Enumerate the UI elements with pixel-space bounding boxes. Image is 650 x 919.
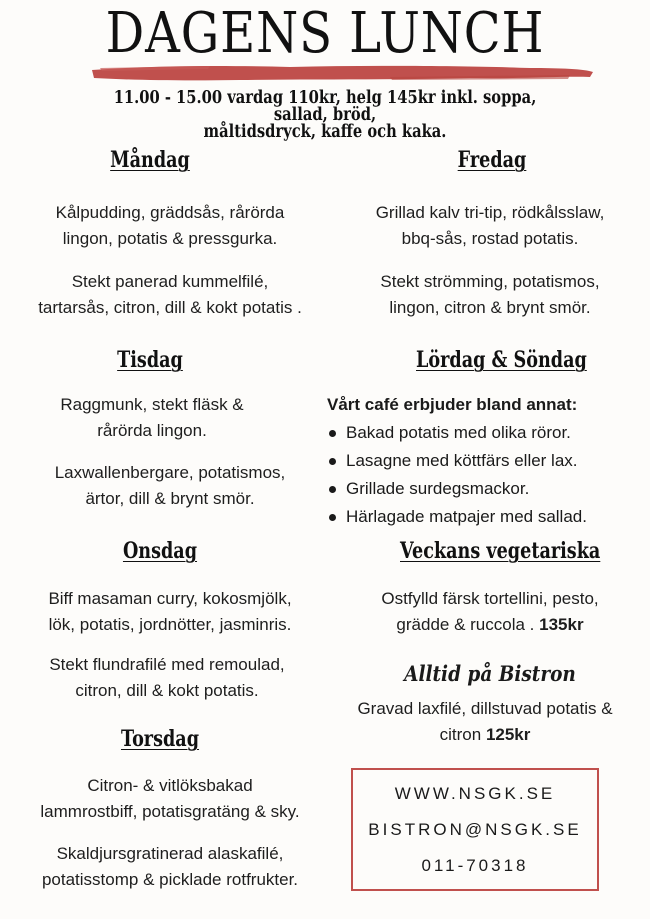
thursday-dish-1-line-1: Citron- & vitlöksbakad xyxy=(87,776,253,795)
monday-dish-1-line-2: lingon, potatis & pressgurka. xyxy=(62,229,278,248)
day-heading-thursday: Torsdag xyxy=(120,726,200,752)
vegetarian-line-1: Ostfylld färsk tortellini, pesto, xyxy=(381,589,599,608)
tuesday-dish-2-line-1: Laxwallenbergare, potatismos, xyxy=(54,463,286,482)
day-heading-tuesday: Tisdag xyxy=(117,347,183,373)
list-item: Lasagne med köttfärs eller lax. xyxy=(327,447,587,475)
wednesday-dish-1 xyxy=(0,586,340,638)
tuesday-dish-1-line-1: Raggmunk, stekt fläsk & xyxy=(60,395,244,414)
friday-dish-2-line-1: Stekt strömming, potatismos, xyxy=(380,272,600,291)
hours-line-1: 11.00 - 15.00 vardag 110kr, helg 145kr inkl. soppa, sallad, bröd, xyxy=(113,88,537,125)
thursday-dish-2 xyxy=(0,841,340,893)
thursday-dish-2-line-2: potatisstomp & picklade rotfrukter. xyxy=(41,870,299,889)
list-item: Bakad potatis med olika röror. xyxy=(327,419,587,447)
day-heading-weekend: Lördag & Söndag xyxy=(416,347,587,373)
monday-dish-2 xyxy=(0,269,340,321)
day-heading-monday: Måndag xyxy=(110,147,190,173)
bistro-heading: Alltid på Bistron xyxy=(404,661,576,686)
friday-dish-1-line-2: bbq-sås, rostad potatis. xyxy=(401,229,579,248)
monday-dish-2-line-1: Stekt panerad kummelfilé, xyxy=(71,272,269,291)
monday-dish-1-line-1: Kålpudding, gräddsås, rårörda xyxy=(55,203,285,222)
vegetarian-heading: Veckans vegetariska xyxy=(400,538,601,564)
list-item: Grillade surdegsmackor. xyxy=(327,475,587,503)
opening-hours xyxy=(98,90,552,141)
friday-dish-2-line-2: lingon, citron & brynt smör. xyxy=(389,298,591,317)
wednesday-dish-1-line-1: Biff masaman curry, kokosmjölk, xyxy=(48,589,292,608)
bistro-line-2-text: citron xyxy=(439,725,482,744)
vegetarian-line-2-text: grädde & ruccola . xyxy=(396,615,535,634)
hours-line-2: måltidsdryck, kaffe och kaka. xyxy=(203,122,447,142)
friday-dish-2 xyxy=(325,269,650,321)
list-item: Härlagade matpajer med sallad. xyxy=(327,503,587,531)
page-title: DAGENS LUNCH xyxy=(105,1,545,66)
vegetarian-line-2 xyxy=(325,612,650,638)
thursday-dish-2-line-1: Skaldjursgratinerad alaskafilé, xyxy=(56,844,284,863)
tuesday-dish-1 xyxy=(0,392,304,444)
vegetarian-dish xyxy=(325,586,650,638)
contact-phone: 011-70318 xyxy=(421,856,529,875)
friday-dish-1-line-1: Grillad kalv tri-tip, rödkålsslaw, xyxy=(375,203,605,222)
contact-box xyxy=(351,768,599,891)
contact-website-link[interactable]: WWW.NSGK.SE xyxy=(394,784,556,803)
bistro-dish xyxy=(315,696,650,748)
wednesday-dish-2-line-2: citron, dill & kokt potatis. xyxy=(75,681,259,700)
cafe-heading: Vårt café erbjuder bland annat: xyxy=(327,395,578,414)
brush-stroke-decoration xyxy=(90,62,595,84)
tuesday-dish-2 xyxy=(0,460,340,512)
monday-dish-1 xyxy=(0,200,340,252)
thursday-dish-1-line-2: lammrostbiff, potatisgratäng & sky. xyxy=(40,802,300,821)
bistro-line-2 xyxy=(315,722,650,748)
wednesday-dish-2 xyxy=(0,652,334,704)
vegetarian-price: 135kr xyxy=(539,615,584,634)
bistro-price: 125kr xyxy=(485,725,531,744)
tuesday-dish-1-line-2: rårörda lingon. xyxy=(97,421,207,440)
tuesday-dish-2-line-2: ärtor, dill & brynt smör. xyxy=(85,489,255,508)
day-heading-wednesday: Onsdag xyxy=(122,538,198,564)
day-heading-friday: Fredag xyxy=(457,147,527,173)
bistro-line-1: Gravad laxfilé, dillstuvad potatis & xyxy=(357,699,613,718)
monday-dish-2-line-2: tartarsås, citron, dill & kokt potatis . xyxy=(38,298,302,317)
thursday-dish-1 xyxy=(0,773,340,825)
cafe-list xyxy=(327,419,587,531)
wednesday-dish-2-line-1: Stekt flundrafilé med remoulad, xyxy=(49,655,285,674)
wednesday-dish-1-line-2: lök, potatis, jordnötter, jasminris. xyxy=(48,615,292,634)
contact-email-link[interactable]: BISTRON@NSGK.SE xyxy=(368,820,582,839)
friday-dish-1 xyxy=(325,200,650,252)
